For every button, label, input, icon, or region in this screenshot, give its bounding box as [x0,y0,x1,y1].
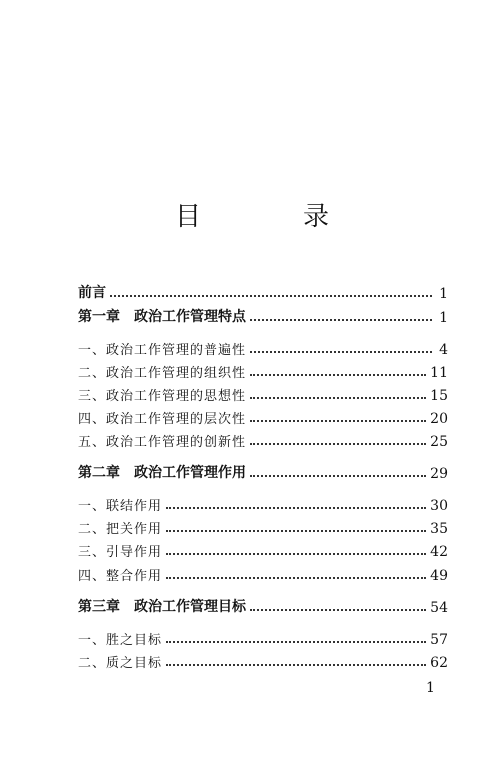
toc-leader-dots [250,420,426,422]
page-number: 1 [426,680,435,696]
toc-entry-section[interactable] [78,517,448,537]
toc-entry-page: 11 [430,365,448,381]
toc-entry-section[interactable] [78,384,448,404]
toc-entry-chapter-2[interactable] [78,462,448,482]
toc-entry-page: 29 [430,466,448,482]
toc-entry-section[interactable] [78,338,448,358]
toc-entry-label: 四、政治工作管理的层次性 [78,412,247,427]
toc-entry-page: 35 [430,521,448,537]
toc-entry-page: 42 [430,544,448,560]
toc-leader-dots [166,641,426,643]
toc-leader-dots [250,374,426,376]
toc-entry-page: 1 [439,286,448,302]
toc-leader-dots [110,295,432,297]
toc-entry-page: 30 [430,498,448,514]
toc-leader-dots [250,319,432,321]
toc-entry-page: 25 [430,434,448,450]
toc-entry-page: 20 [430,411,448,427]
toc-entry-label: 一、胜之目标 [78,633,163,648]
page-title: 目 录 [174,202,367,232]
toc-entry-page: 57 [430,632,448,648]
toc-entry-label: 三、引导作用 [78,545,163,560]
toc-entry-chapter-3[interactable] [78,596,448,616]
toc-entry-section[interactable] [78,407,448,427]
toc-entry-section[interactable] [78,540,448,560]
toc-leader-dots [250,397,426,399]
toc-entry-section[interactable] [78,564,448,584]
toc-entry-preface[interactable] [78,282,448,302]
toc-entry-label: 二、政治工作管理的组织性 [78,366,247,381]
toc-leader-dots [250,475,426,477]
toc-entry-label: 三、政治工作管理的思想性 [78,389,247,404]
toc-entry-label: 五、政治工作管理的创新性 [78,435,247,450]
toc-entry-section[interactable] [78,651,448,671]
toc-entry-section[interactable] [78,430,448,450]
toc-entry-section[interactable] [78,494,448,514]
toc-entry-label: 一、联结作用 [78,499,163,514]
toc-leader-dots [250,609,426,611]
toc-entry-section[interactable] [78,628,448,648]
toc-entry-label: 第三章 政治工作管理目标 [78,599,246,615]
toc-entry-page: 4 [439,342,448,358]
toc-leader-dots [166,553,426,555]
toc-entry-page: 1 [439,310,448,326]
toc-entry-label: 前言 [78,285,106,301]
toc-entry-page: 49 [430,568,448,584]
toc-entry-chapter-1[interactable] [78,306,448,326]
toc-entry-label: 二、质之目标 [78,656,163,671]
toc-entry-page: 54 [430,600,448,616]
toc-entry-label: 第二章 政治工作管理作用 [78,465,246,481]
toc-leader-dots [166,530,426,532]
toc-entry-label: 一、政治工作管理的普遍性 [78,343,247,358]
toc-leader-dots [166,577,426,579]
toc-entry-section[interactable] [78,361,448,381]
toc-entry-label: 四、整合作用 [78,569,163,584]
toc-leader-dots [166,664,426,666]
toc-leader-dots [250,351,432,353]
toc-leader-dots [166,507,426,509]
toc-entry-page: 15 [430,388,448,404]
toc-entry-label: 二、把关作用 [78,522,163,537]
toc-entry-label: 第一章 政治工作管理特点 [78,309,246,325]
toc-entry-page: 62 [430,655,448,671]
toc-leader-dots [250,443,426,445]
